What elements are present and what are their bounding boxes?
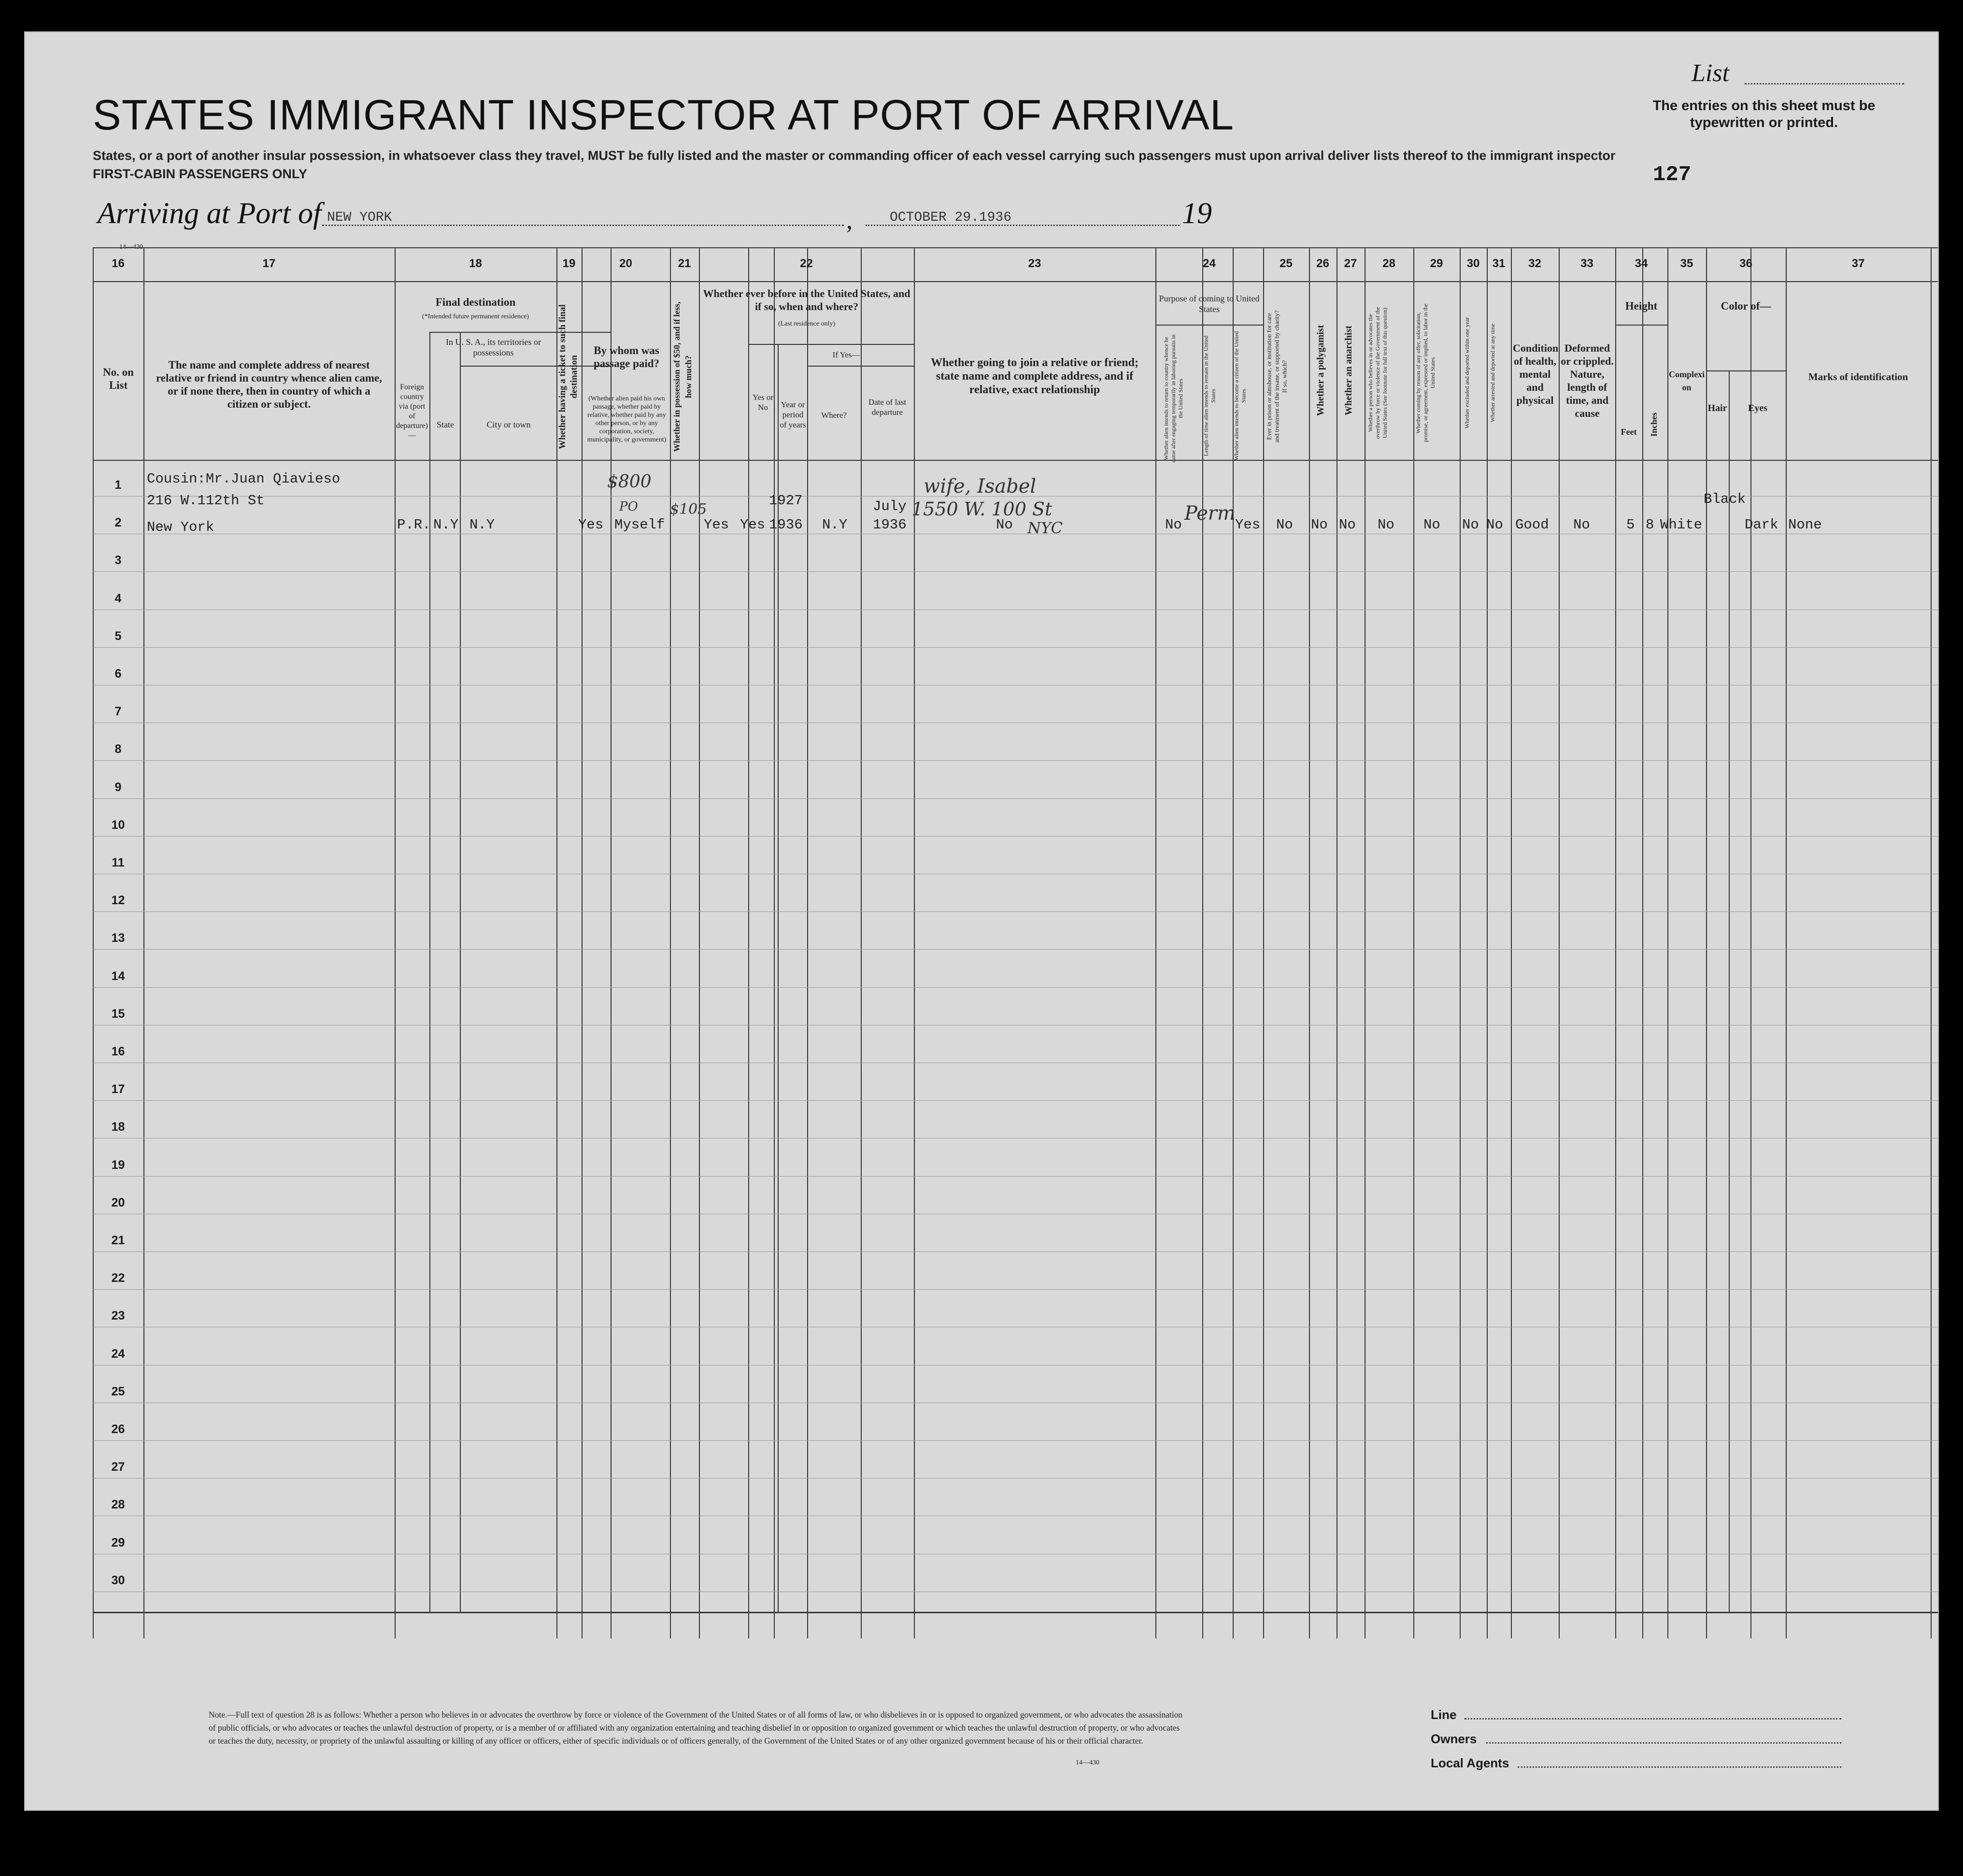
row-rule <box>93 1251 1939 1252</box>
year-prefix: 19 <box>1182 197 1212 230</box>
arriving-label: Arriving at Port of <box>98 197 322 230</box>
row-number: 7 <box>114 705 122 718</box>
row-number: 8 <box>114 742 122 756</box>
col-num-37: 37 <box>1851 257 1865 270</box>
row-number: 6 <box>114 667 122 681</box>
header-return-intent: Whether alien intends to return to country whence he came after engaging temporarily in laboring pursuits in the United States <box>1163 334 1184 463</box>
row-rule <box>93 987 1939 988</box>
col-num-36: 36 <box>1739 257 1752 270</box>
col-num-25: 25 <box>1280 257 1293 270</box>
foreign-country: P.R. <box>397 517 431 533</box>
footer-agents-blank <box>1518 1766 1841 1768</box>
relative-name: Cousin:Mr.Juan Qiavieso <box>147 471 341 487</box>
header-ticket: Whether having a ticket to such final destination <box>557 304 579 449</box>
header-health: Condition of health, mental and physical <box>1513 342 1559 406</box>
row-number: 30 <box>111 1574 125 1587</box>
footer-line-label: Line <box>1431 1707 1457 1722</box>
header-inches: Inches <box>1649 412 1659 437</box>
col-num-19: 19 <box>562 257 576 270</box>
manifest-table <box>93 247 1939 1638</box>
col-num-21: 21 <box>678 257 691 270</box>
header-ever-before-sub: (Last residence only) <box>778 320 836 327</box>
header-nearest-relative: The name and complete address of nearest relative or friend in country whence alien came, or if none there, then in country of which a citizen or subject. <box>156 359 382 410</box>
row-number: 13 <box>111 931 125 945</box>
handwritten-po: PO <box>619 499 638 514</box>
header-become-citizen: Whether alien intends to become a citizen of the United States <box>1233 331 1247 461</box>
entries-note: The entries on this sheet must be typewritten or printed. <box>1652 98 1876 130</box>
col-num-20: 20 <box>619 257 632 270</box>
header-height: Height <box>1625 300 1658 312</box>
return-intent: No <box>1165 517 1182 533</box>
port-value: NEW YORK <box>327 210 392 225</box>
complexion: White <box>1660 517 1703 533</box>
relative-address: 216 W.112th St <box>147 493 265 509</box>
anarchist: No <box>1339 517 1356 533</box>
form-title: STATES IMMIGRANT INSPECTOR AT PORT OF ARRIVAL <box>93 91 1234 139</box>
row-number: 21 <box>111 1234 125 1247</box>
row-rule <box>93 760 1939 761</box>
row-number: 24 <box>111 1347 125 1361</box>
header-no-on-list: No. on List <box>103 366 134 391</box>
handwritten-joining-name: wife, Isabel <box>924 475 1037 497</box>
footer-agents-label: Local Agents <box>1431 1756 1509 1770</box>
col-num-24: 24 <box>1203 257 1216 270</box>
row-rule <box>93 1440 1939 1441</box>
col-num-18: 18 <box>469 257 482 270</box>
paid-by: Myself <box>614 517 665 533</box>
header-excluded: Whether excluded and deported within one year <box>1464 317 1470 429</box>
row-number: 23 <box>111 1309 125 1322</box>
row-number: 26 <box>111 1422 125 1436</box>
polygamist: No <box>1311 517 1328 533</box>
header-final-destination: Final destination <box>435 296 516 308</box>
header-yes-no: Yes or No <box>752 393 774 412</box>
departure-month: July <box>873 498 907 514</box>
header-overthrow: Whether a person who believes in or advocates the overthrow by force or violence of the Government of the United States (See footnote for full text of this question) <box>1367 307 1388 439</box>
row-rule <box>93 836 1939 837</box>
header-polygamist: Whether a polygamist <box>1315 325 1326 416</box>
arrival-date: OCTOBER 29.1936 <box>890 210 1012 225</box>
footer-owners-label: Owners <box>1431 1732 1477 1746</box>
hair-color: Black <box>1704 491 1746 507</box>
col-num-33: 33 <box>1580 257 1593 270</box>
row-number: 27 <box>111 1460 125 1474</box>
header-purpose: Purpose of coming to United States <box>1159 294 1260 314</box>
port-line <box>322 225 844 226</box>
header-deformed: Deformed or crippled. Nature, length of time, and cause <box>1561 342 1614 419</box>
handwritten-purpose: Perm <box>1184 502 1236 525</box>
height-inches: 8 <box>1646 517 1654 533</box>
manifest-sheet <box>24 31 1939 1811</box>
col-num-34: 34 <box>1635 257 1648 270</box>
header-deported: Whether arrested and deported at any time <box>1489 324 1496 422</box>
row-number: 29 <box>111 1536 125 1549</box>
height-feet: 5 <box>1626 517 1635 533</box>
footer-owners-blank <box>1486 1742 1841 1744</box>
header-labor-offer: Whether coming by reason of any offer, solicitation, promise, or agreement, expressed or implied, to labor in the United States <box>1415 303 1436 442</box>
departure-year: 1936 <box>873 517 907 533</box>
identification-marks: None <box>1788 517 1822 533</box>
col-num-26: 26 <box>1316 257 1329 270</box>
excluded: No <box>1462 517 1479 533</box>
row-number: 14 <box>111 969 125 983</box>
has-fifty: Yes <box>704 517 729 533</box>
ticket: Yes <box>578 517 604 533</box>
header-last-departure: Date of last departure <box>868 398 907 417</box>
header-hair: Hair <box>1707 403 1727 413</box>
col-num-28: 28 <box>1382 257 1395 270</box>
row-rule <box>93 571 1939 572</box>
row-number: 25 <box>111 1385 125 1398</box>
labor-offer: No <box>1423 517 1440 533</box>
row-rule <box>93 911 1939 912</box>
handwritten-amount: $800 <box>607 472 652 492</box>
list-number-line <box>1745 83 1904 85</box>
row-number: 28 <box>111 1498 125 1511</box>
row-number: 20 <box>111 1196 125 1209</box>
header-prison: Ever in prison or almshouse, or institution for care and treatment of the insane, or supported by charity? If so, which? <box>1265 310 1288 443</box>
where: N.Y <box>822 517 848 533</box>
row-rule <box>93 1289 1939 1290</box>
header-ever-before: Whether ever before in the United States, and if so, when and where? <box>703 287 910 313</box>
col-num-16: 16 <box>112 257 125 270</box>
col-num-35: 35 <box>1680 257 1693 270</box>
col-num-17: 17 <box>262 257 276 270</box>
comma: , <box>846 207 853 234</box>
col-num-30: 30 <box>1466 257 1480 270</box>
header-fifty-dollars: Whether in possession of $50, and if less, how much? <box>672 301 693 452</box>
header-if-yes: If Yes— <box>832 350 860 359</box>
row-rule <box>93 949 1939 950</box>
health: Good <box>1515 517 1549 533</box>
header-eyes: Eyes <box>1748 403 1767 413</box>
deported: No <box>1486 517 1503 533</box>
row-number: 11 <box>112 856 125 869</box>
row-number: 15 <box>111 1007 125 1021</box>
header-year-period: Year or period of years <box>780 400 806 429</box>
state: N.Y <box>433 517 459 533</box>
row-rule <box>93 1100 1939 1101</box>
footer-form-code: 14—430 <box>1076 1759 1099 1766</box>
city: N.Y <box>469 517 495 533</box>
joining: No <box>996 517 1013 533</box>
header-length-stay: Length of time alien intends to remain in the United States <box>1202 335 1217 456</box>
col-num-22: 22 <box>800 257 813 270</box>
col-num-27: 27 <box>1344 257 1357 270</box>
eye-color: Dark <box>1745 517 1778 533</box>
header-joining-relative: Whether going to join a relative or friend; state name and complete address, and if relative, exact relationship <box>931 356 1138 396</box>
col-num-31: 31 <box>1492 257 1506 270</box>
first-cabin-label: FIRST-CABIN PASSENGERS ONLY <box>93 167 308 181</box>
col-num-29: 29 <box>1430 257 1443 270</box>
header-complexion: Complexion <box>1669 370 1705 392</box>
header-final-destination-sub: (*Intended future permanent residence) <box>422 313 529 320</box>
header-passage-paid: By whom was passage paid? <box>593 344 660 370</box>
header-feet: Feet <box>1621 427 1637 437</box>
deformed: No <box>1573 517 1590 533</box>
row-number: 12 <box>111 894 125 907</box>
row-number: 17 <box>111 1082 125 1096</box>
prison: No <box>1276 517 1293 533</box>
row-number: 4 <box>114 592 122 605</box>
header-passage-paid-sub: (Whether alien paid his own passage, whether paid by relative, whether paid by any other person, or by any corporation, society, municipality, or government) <box>587 395 667 443</box>
row-rule <box>93 647 1939 648</box>
overthrow: No <box>1378 517 1394 533</box>
header-foreign-country: Foreign country via (port of departure)— <box>396 383 428 440</box>
handwritten-joining-city: NYC <box>1027 519 1063 537</box>
row-rule <box>93 1176 1939 1177</box>
row-number: 3 <box>114 554 122 567</box>
header-state: State <box>437 420 454 429</box>
header-city: City or town <box>486 420 531 429</box>
row-number: 18 <box>111 1120 125 1134</box>
years-end: 1936 <box>769 517 803 533</box>
row-number: 10 <box>111 818 125 832</box>
handwritten-joining-address: 1550 W. 100 St <box>911 498 1053 520</box>
header-anarchist: Whether an anarchist <box>1343 326 1354 415</box>
row-number: 1 <box>114 478 122 492</box>
header-color: Color of— <box>1721 300 1771 312</box>
header-where: Where? <box>821 411 847 420</box>
row-number: 19 <box>111 1158 125 1172</box>
handwritten-cash: $105 <box>670 501 707 518</box>
row-number: 9 <box>114 781 122 794</box>
before-yes-no: Yes <box>740 517 766 533</box>
row-number: 16 <box>111 1045 125 1058</box>
header-marks: Marks of identification <box>1808 371 1908 383</box>
row-number: 22 <box>111 1271 125 1285</box>
row-number: 5 <box>114 629 122 643</box>
footnote-question-28: Note.—Full text of question 28 is as follows: Whether a person who believes in or advocates the overthrow by force or violence of the Government of the United States or of all forms of law, or who disbelieves in or is opposed to organized government, or who advocates the assassination of public officials, or who advocates or teaches the unlawful destruction of property, or is a member of or affiliated with any organization entertaining and teaching disbelief in or opposition to organized government or which teaches the unlawful destruction of property, or who advocates or teaches the duty, necessity, or propriety of the unlawful assaulting or killing of any officer or officers, either of specific individuals or of officers generally, of the Government of the United States or of any other organized government because of his or their official character. <box>209 1710 1183 1746</box>
years-start: 1927 <box>769 493 803 509</box>
row-number: 2 <box>114 516 122 529</box>
list-label: List <box>1692 59 1730 87</box>
row-rule <box>93 798 1939 799</box>
form-subtitle: States, or a port of another insular possession, in whatsoever class they travel, MUST be fully listed and the master or commanding officer of each vessel carrying such passengers must upon arrival deliver lists thereof to the immigrant inspector <box>93 148 1616 163</box>
col-num-32: 32 <box>1528 257 1541 270</box>
citizen: Yes <box>1235 517 1261 533</box>
col-num-23: 23 <box>1028 257 1041 270</box>
page-number: 127 <box>1653 163 1692 187</box>
header-usa: In U. S. A., its territories or possessions <box>446 337 541 357</box>
relative-city: New York <box>147 519 214 535</box>
footer-line-blank <box>1465 1718 1841 1720</box>
